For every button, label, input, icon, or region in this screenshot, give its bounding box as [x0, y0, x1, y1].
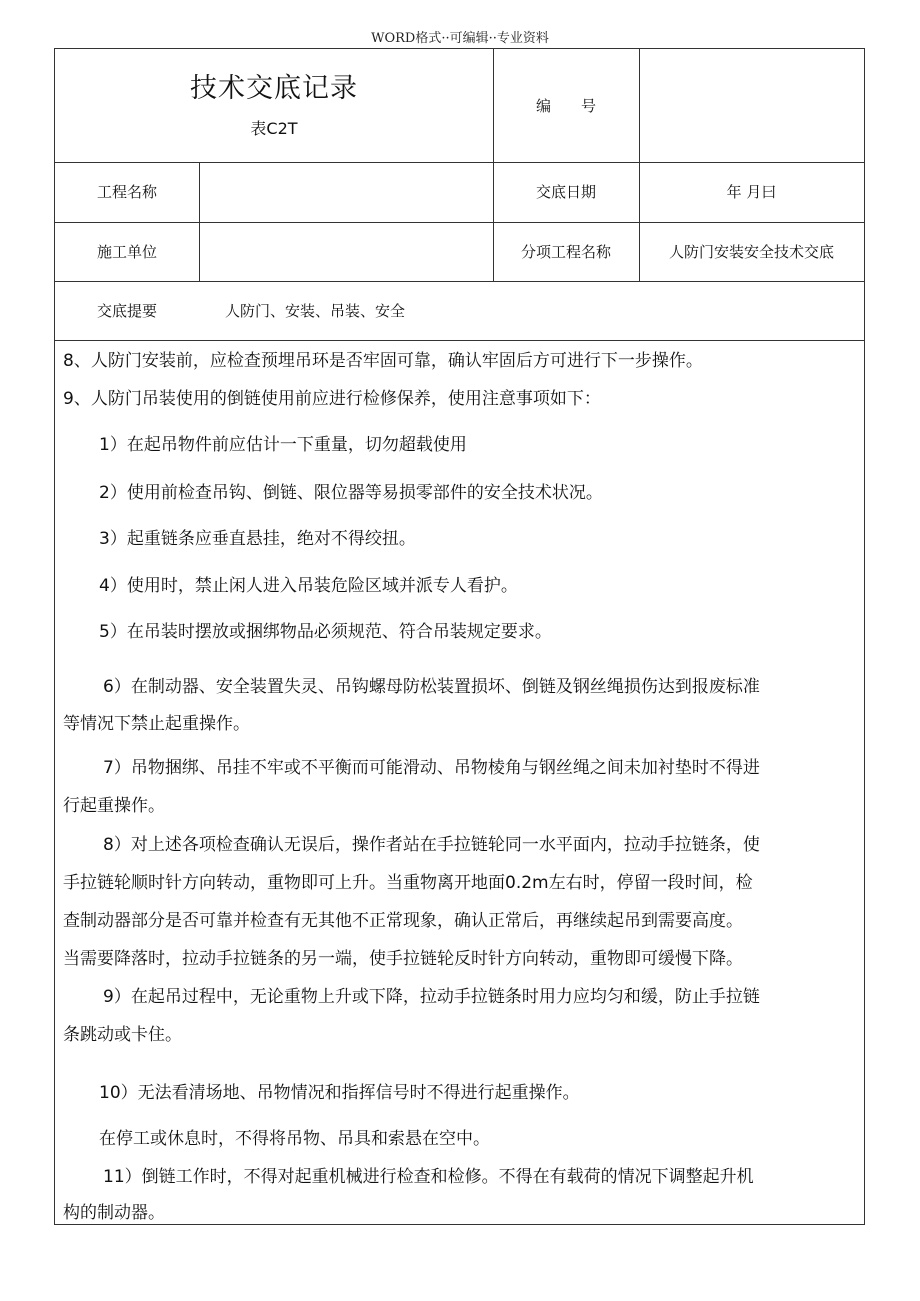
construction-unit-value	[215, 222, 485, 281]
content-line: 4）使用时，禁止闲人进入吊装危险区域并派专人看护。	[99, 576, 518, 596]
content-line: 3）起重链条应垂直悬挂，绝对不得绞扭。	[99, 529, 416, 549]
content-line: 当需要降落时，拉动手拉链条的另一端，使手拉链轮反时针方向转动，重物即可缓慢下降。	[63, 949, 743, 969]
subproject-label: 分项工程名称	[520, 242, 611, 261]
content-line: 9、人防门吊装使用的倒链使用前应进行检修保养，使用注意事项如下：	[63, 389, 601, 409]
construction-unit-label: 施工单位	[96, 242, 157, 261]
content-line: 行起重操作。	[63, 796, 165, 816]
content-line: 等情况下禁止起重操作。	[63, 714, 250, 734]
number-value	[639, 86, 864, 126]
content-line: 11）倒链工作时，不得对起重机械进行检查和检修。不得在有载荷的情况下调整起升机	[103, 1167, 754, 1187]
content-line: 6）在制动器、安全装置失灵、吊钩螺母防松装置损坏、倒链及钢丝绳损伤达到报废标准	[103, 677, 760, 697]
content-line: 2）使用前检查吊钩、倒链、限位器等易损零部件的安全技术状况。	[99, 483, 603, 503]
content-line: 手拉链轮顺时针方向转动，重物即可上升。当重物离开地面0.2m左右时，停留一段时间，检	[63, 873, 753, 893]
content-line: 8）对上述各项检查确认无误后，操作者站在手拉链轮同一水平面内，拉动手拉链条，使	[103, 835, 760, 855]
summary-value: 人防门、安装、吊装、安全	[225, 301, 406, 320]
row-divider	[55, 340, 864, 341]
title-block	[55, 49, 493, 161]
content-line: 查制动器部分是否可靠并检查有无其他不正常现象，确认正常后，再继续起吊到需要高度。	[63, 911, 743, 931]
record-table	[54, 48, 865, 1225]
content-line: 7）吊物捆绑、吊挂不牢或不平衡而可能滑动、吊物棱角与钢丝绳之间未加衬垫时不得进	[103, 758, 760, 778]
content-line: 9）在起吊过程中，无论重物上升或下降，拉动手拉链条时用力应均匀和缓，防止手拉链	[103, 987, 760, 1007]
number-label: 编 号	[535, 97, 596, 115]
watermark-header: WORD格式··可编辑··专业资料	[371, 31, 549, 46]
content-line: 在停工或休息时，不得将吊物、吊具和索悬在空中。	[99, 1129, 490, 1149]
content-line: 8、人防门安装前，应检查预埋吊环是否牢固可靠，确认牢固后方可进行下一步操作。	[63, 351, 703, 371]
date-label: 交底日期	[535, 183, 596, 201]
project-name-value	[215, 162, 485, 222]
form-code: 表C2T	[250, 119, 298, 138]
content-line: 条跳动或卡住。	[63, 1025, 182, 1045]
content-line: 构的制动器。	[63, 1203, 165, 1223]
document-title: 技术交底记录	[190, 73, 358, 104]
column-divider	[199, 162, 200, 281]
subproject-value: 人防门安装安全技术交底	[668, 242, 834, 261]
content-line: 1）在起吊物件前应估计一下重量，切勿超载使用	[99, 435, 467, 455]
date-value: 年 月曰	[726, 183, 777, 201]
content-line: 10）无法看清场地、吊物情况和指挥信号时不得进行起重操作。	[99, 1083, 580, 1103]
content-line: 5）在吊装时摆放或捆绑物品必须规范、符合吊装规定要求。	[99, 622, 552, 642]
summary-label: 交底提要	[96, 301, 157, 320]
project-name-label: 工程名称	[96, 183, 157, 201]
